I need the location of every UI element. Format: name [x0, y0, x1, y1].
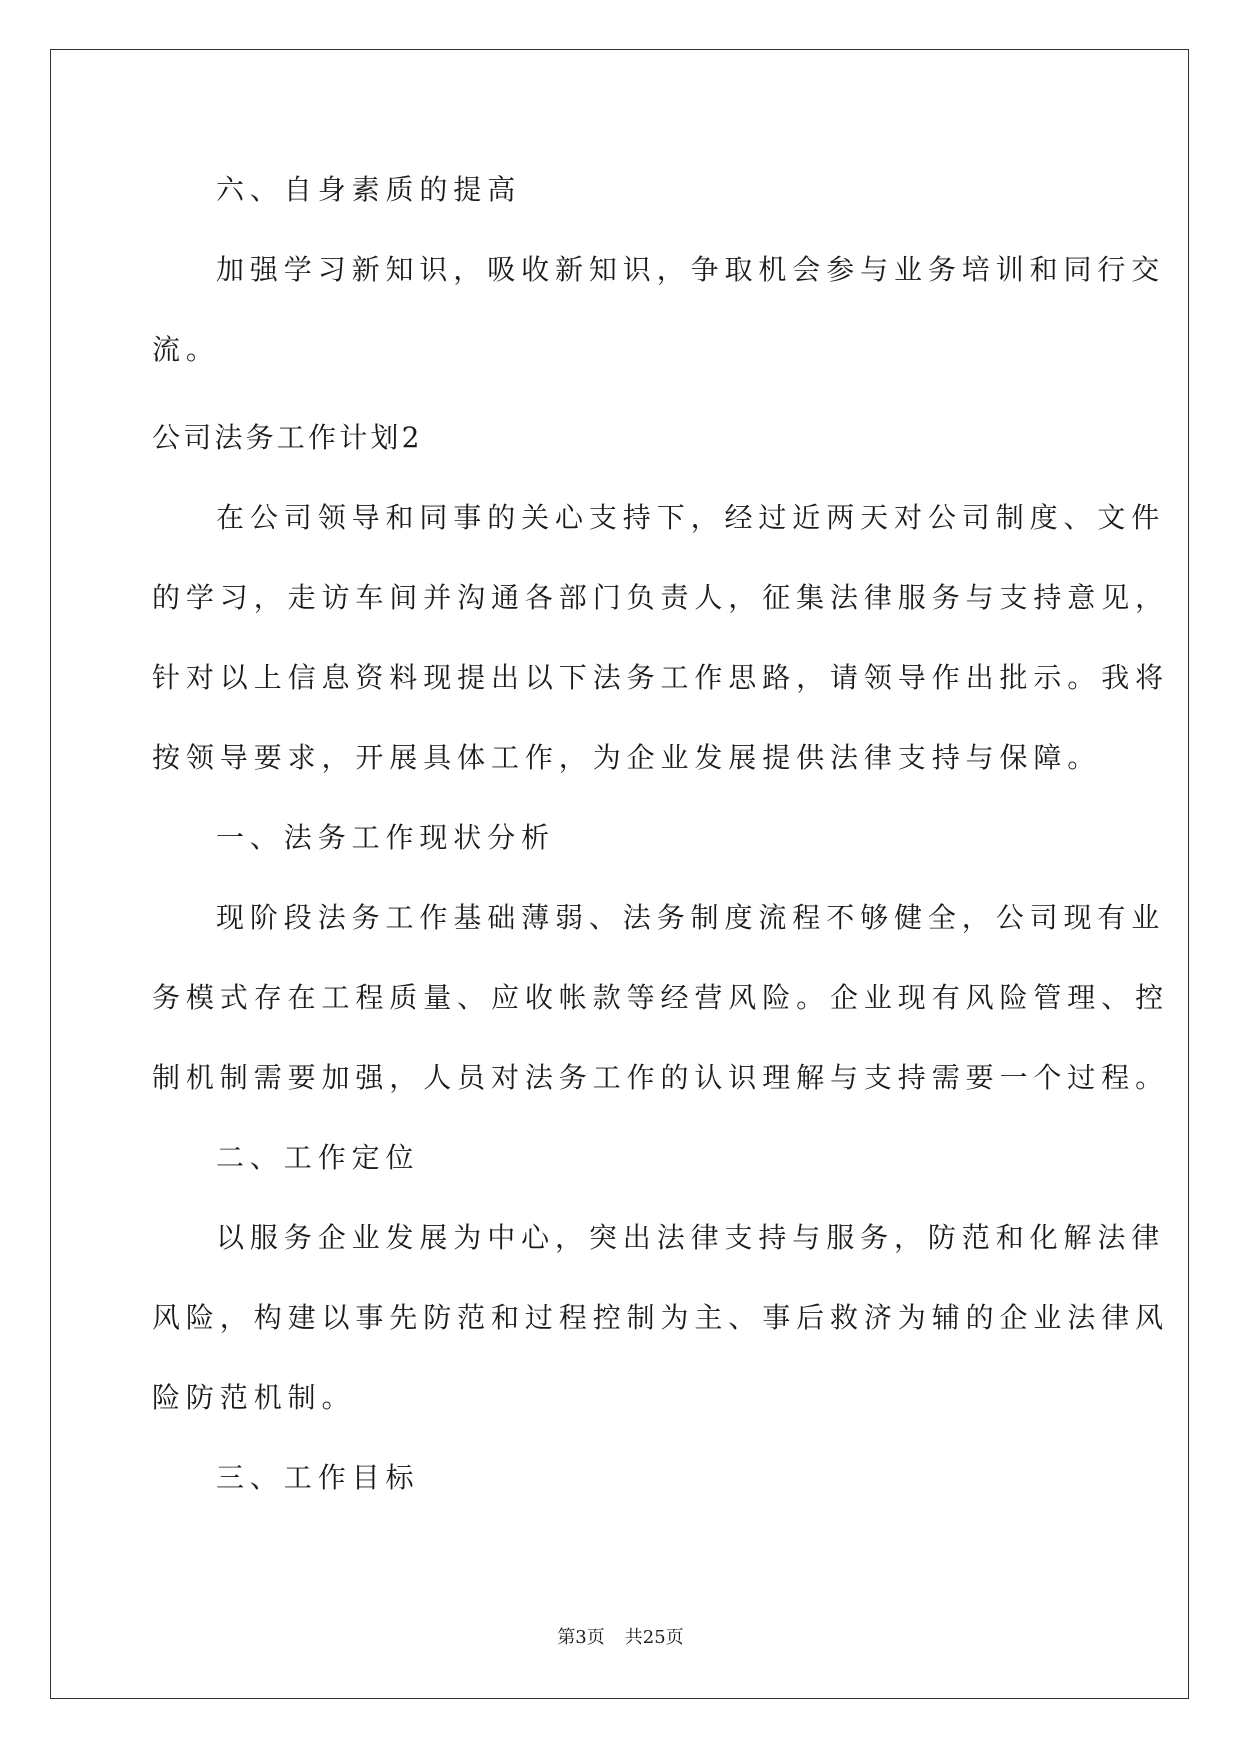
- heading-work-positioning: 二、工作定位: [216, 1141, 420, 1174]
- paragraph-line: 风险，构建以事先防范和过程控制为主、事后救济为辅的企业法律风: [152, 1301, 1170, 1334]
- paragraph-line: 务模式存在工程质量、应收帐款等经营风险。企业现有风险管理、控: [152, 981, 1170, 1014]
- page-border: [50, 49, 1189, 1699]
- page-footer: [0, 1626, 1241, 1650]
- paragraph-line: 现阶段法务工作基础薄弱、法务制度流程不够健全，公司现有业: [216, 901, 1166, 934]
- paragraph-line: 针对以上信息资料现提出以下法务工作思路，请领导作出批示。我将: [152, 661, 1170, 694]
- paragraph-line: 在公司领导和同事的关心支持下，经过近两天对公司制度、文件: [216, 501, 1166, 534]
- page-number: 第3页: [557, 1627, 605, 1648]
- heading-self-improvement: 六、自身素质的提高: [216, 173, 522, 206]
- paragraph-line: 以服务企业发展为中心，突出法律支持与服务，防范和化解法律: [216, 1221, 1166, 1254]
- section-title: 公司法务工作计划2: [152, 421, 423, 454]
- paragraph-line: 险防范机制。: [152, 1381, 356, 1414]
- paragraph-line: 加强学习新知识，吸收新知识，争取机会参与业务培训和同行交: [216, 253, 1166, 286]
- paragraph-line: 流。: [152, 333, 220, 366]
- heading-status-analysis: 一、法务工作现状分析: [216, 821, 556, 854]
- paragraph-line: 按领导要求，开展具体工作，为企业发展提供法律支持与保障。: [152, 741, 1102, 774]
- paragraph-line: 制机制需要加强，人员对法务工作的认识理解与支持需要一个过程。: [152, 1061, 1170, 1094]
- paragraph-line: 的学习，走访车间并沟通各部门负责人，征集法律服务与支持意见，: [152, 581, 1170, 614]
- heading-work-goals: 三、工作目标: [216, 1461, 420, 1494]
- page-total: 共25页: [624, 1627, 684, 1648]
